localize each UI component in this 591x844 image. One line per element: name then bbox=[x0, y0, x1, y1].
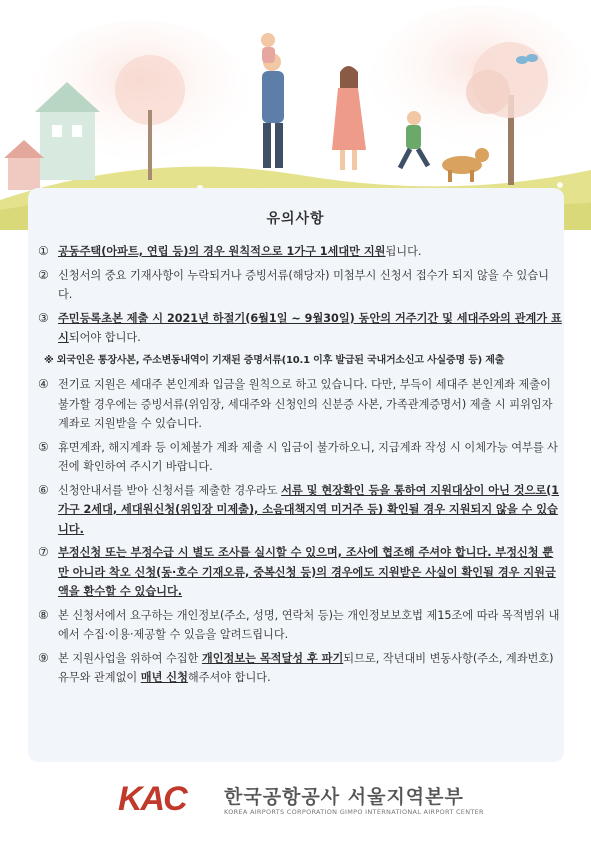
item-number: ⑨ bbox=[38, 650, 49, 665]
logo-mark: KAC bbox=[118, 780, 186, 818]
footer-logo bbox=[118, 776, 498, 818]
item-number: ③ bbox=[38, 310, 49, 325]
item-text bbox=[58, 309, 563, 348]
item-text-part: 공동주택(아파트, 연립 등)의 경우 원칙적으로 1가구 1세대만 지원 bbox=[58, 245, 386, 258]
item-number: ② bbox=[38, 267, 49, 282]
notice-item-2 bbox=[38, 266, 563, 305]
item-text bbox=[58, 438, 563, 477]
item-number: ⑧ bbox=[38, 607, 49, 622]
item-text bbox=[58, 543, 563, 602]
org-subtitle: KOREA AIRPORTS CORPORATION GIMPO INTERNATIONAL AIRPORT CENTER bbox=[224, 808, 484, 816]
item-text-part: 매년 신청 bbox=[140, 671, 188, 684]
notice-item-4 bbox=[38, 375, 563, 434]
item-text-part: 되므로, 작년대비 변동사항(주소, 계좌번호) 유무와 관계없이 bbox=[58, 651, 554, 684]
notice-item-9 bbox=[38, 649, 563, 688]
notice-item-5 bbox=[38, 438, 563, 477]
item-text-part: 신청안내서를 받아 신청서를 제출한 경우라도 bbox=[58, 483, 282, 497]
item-text bbox=[58, 481, 563, 540]
item-text bbox=[58, 606, 563, 645]
item-number: ⑥ bbox=[38, 482, 49, 497]
item-text-part: 전기료 지원은 세대주 본인계좌 입금을 원칙으로 하고 있습니다. 다만, 부득이 세대주 본인계좌 제출이 불가할 경우에는 증빙서류(위임장, 세대주와 신청인의 신분증 사본, 가족관계증명서) 제출 시 피위임자 계좌로 지원받을 수 있습니다. bbox=[58, 378, 553, 430]
item-text-part: 해주셔야 합니다. bbox=[187, 671, 271, 684]
item-number: ⑤ bbox=[38, 439, 49, 454]
item-text-part: 부정신청 또는 부정수급 시 별도 조사를 실시할 수 있으며, 조사에 협조해 주셔야 합니다. 부정신청 뿐만 아니라 착오 신청(동·호수 기재오류, 중복신청 등)의 경우에도 지원받은 사실이 확인될 경우 지원금액을 환수할 수 있습니다. bbox=[58, 546, 556, 598]
item-text bbox=[58, 375, 563, 434]
item-text bbox=[58, 242, 563, 262]
item-text-part: 본 신청서에서 요구하는 개인정보(주소, 성명, 연락처 등)는 개인정보보호법 제15조에 따라 목적범위 내에서 수집·이용·제공할 수 있음을 알려드립니다. bbox=[58, 608, 560, 641]
item-text bbox=[58, 266, 563, 305]
foreigner-note: ※ 외국인은 통장사본, 주소변동내역이 기재된 증명서류(10.1 이후 발급된 국내거소신고 사실증명 등) 제출 bbox=[44, 354, 505, 366]
item-text-part: 신청서의 중요 기재사항이 누락되거나 증빙서류(해당자) 미첨부시 신청서 접수가 되지 않을 수 있습니다. bbox=[58, 268, 549, 301]
notice-item-7 bbox=[38, 543, 563, 602]
item-text-part: 서류 및 현장확인 등을 통하여 지원대상이 아닌 것으로(1가구 2세대, 세대원신청(위임장 미제출), 소음대책지역 미거주 등) 확인될 경우 지원되지 않을 수 있습니다. bbox=[58, 483, 560, 536]
item-text-part: 주민등록초본 제출 시 2021년 하절기(6월1일 ~ 9월30일) 동안의 거주기간 및 세대주와의 관계가 표시 bbox=[58, 311, 562, 344]
item-number: ① bbox=[38, 244, 49, 258]
notice-list bbox=[38, 242, 563, 692]
notice-title: 유의사항 bbox=[266, 211, 325, 227]
notice-item-6 bbox=[38, 481, 563, 540]
kac-logo-icon bbox=[118, 778, 218, 818]
item-text-part: 되어야 합니다. bbox=[68, 331, 141, 344]
item-text bbox=[58, 649, 563, 688]
notice-item-8 bbox=[38, 606, 563, 645]
item-text-part: 휴면계좌, 해지계좌 등 이체불가 계좌 제출 시 입금이 불가하오니, 지급계좌 작성 시 이체가능 여부를 사전에 확인하여 주시기 바랍니다. bbox=[58, 440, 558, 473]
item-number: ⑦ bbox=[38, 545, 49, 559]
item-text-part: 본 지원사업을 위하여 수집한 bbox=[58, 651, 202, 665]
notice-item-3 bbox=[38, 309, 563, 348]
notice-item-1 bbox=[38, 242, 563, 262]
item-text-part: 됩니다. bbox=[385, 245, 422, 258]
org-name: 한국공항공사 서울지역본부 bbox=[224, 786, 464, 808]
item-text-part: 개인정보는 목적달성 후 파기 bbox=[201, 651, 344, 665]
item-number: ④ bbox=[38, 377, 49, 391]
